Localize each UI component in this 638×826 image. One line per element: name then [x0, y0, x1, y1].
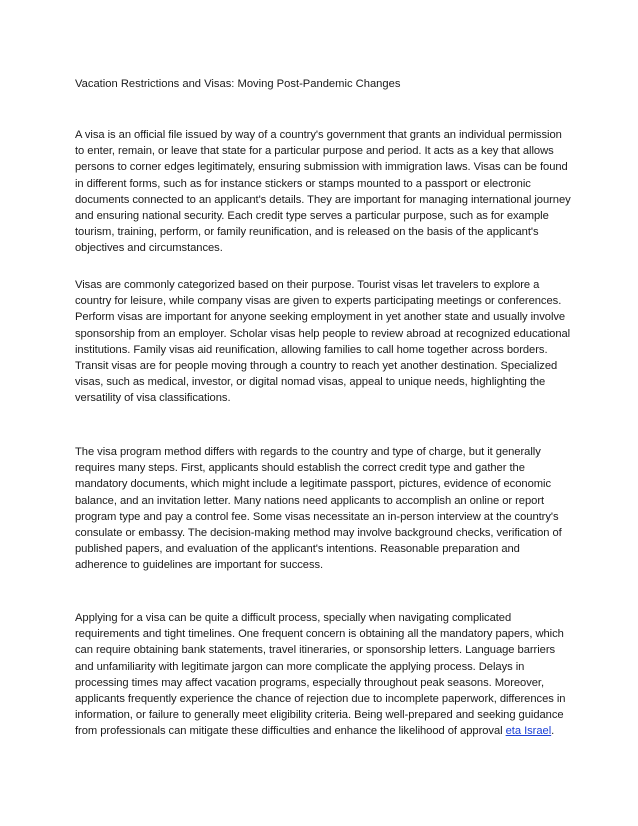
document-title: Vacation Restrictions and Visas: Moving Post-Pandemic Changes [75, 78, 401, 90]
eta-israel-link[interactable]: eta Israel [505, 725, 552, 738]
paragraph-end-punctuation: . [551, 725, 555, 738]
paragraph-visa-types: Visas are commonly categorized based on their purpose. Tourist visas let travelers to explore a country for leisure, while company visas are given to experts participating meetings or conferences. Perform visas are important for anyone seeking employment in yet another state and usually involve sponsorship from an employer. Scholar visas help people to review abroad at recognized educational institutions. Family visas aid reunification, allowing families to call home together across borders. Transit visas are for people moving through a country to reach yet another destination. Specialized visas, such as medical, investor, or digital nomad visas, appeal to unique needs, highlighting the versatility of visa classifications. [75, 279, 571, 405]
paragraph-application-challenges [75, 610, 573, 740]
paragraph-visa-definition: A visa is an official file issued by way of a country's government that grants an individual permission to enter, remain, or leave that state for a particular purpose and period. It acts as a key that allows persons to corner edges legitimately, ensuring submission with immigration laws. Visas can be found in different forms, such as for instance stickers or stamps mounted to a passport or electronic documents connected to an applicant's details. They are important for managing international journey and ensuring national security. Each credit type serves a particular purpose, such as for example tourism, training, perform, or family reunification, and is released on the basis of the applicant's objectives and circumstances. [75, 129, 571, 255]
paragraph-challenges-text: Applying for a visa can be quite a difficult process, specially when navigating complicated requirements and tight timelines. One frequent concern is obtaining all the mandatory papers, which can require obtaining bank statements, travel itineraries, or sponsorship letters. Language barriers and unfamiliarity with legitimate jargon can more complicate the applying process. Delays in processing times may affect vacation programs, especially throughout peak seasons. Moreover, applicants frequently experience the chance of rejection due to incomplete paperwork, differences in information, or failure to generally meet eligibility criteria. Being well-prepared and seeking guidance from professionals can mitigate these difficulties and enhance the likelihood of approval [75, 612, 566, 738]
paragraph-application-method: The visa program method differs with regards to the country and type of charge, but it generally requires many steps. First, applicants should establish the correct credit type and gather the mandatory documents, which might include a legitimate passport, pictures, evidence of economic balance, and an invitation letter. Many nations need applicants to accomplish an online or report program type and pay a control fee. Some visas necessitate an in-person interview at the country's consulate or embassy. The decision-making method may involve background checks, verification of published papers, and evaluation of the applicant's intentions. Reasonable preparation and adherence to guidelines are important for success. [75, 446, 562, 572]
